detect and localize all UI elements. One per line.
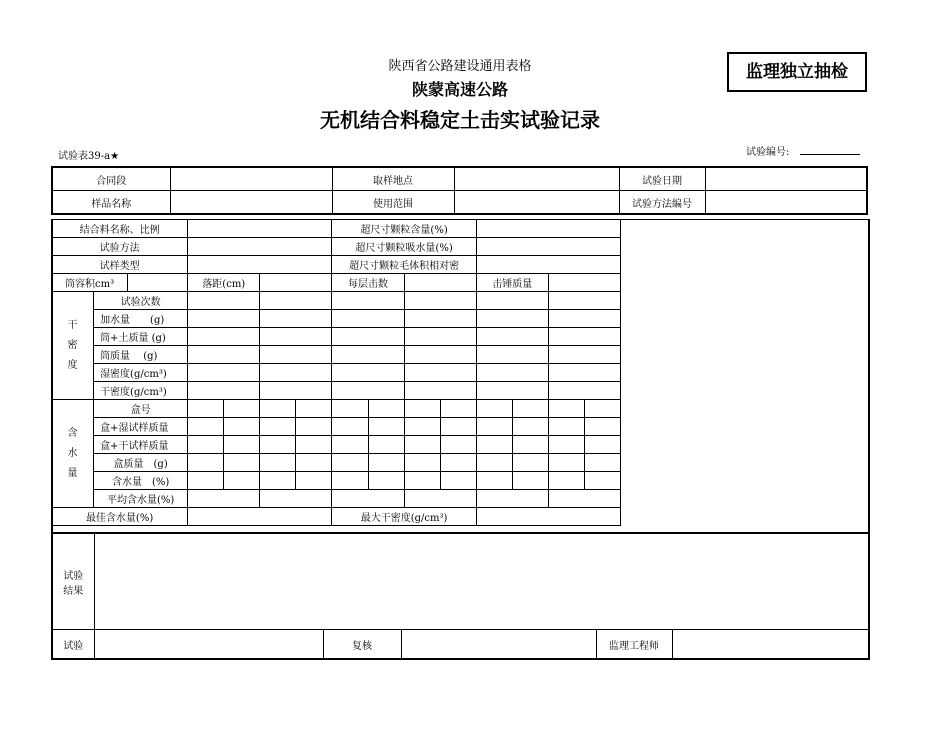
reviewer-field[interactable] (401, 630, 596, 660)
test-method-field[interactable] (188, 238, 332, 256)
table-row (52, 454, 621, 472)
table-row (52, 364, 621, 382)
max-dry-density-field[interactable] (476, 508, 620, 526)
wet-density-label: 湿密度(g/cm³) (94, 364, 188, 382)
tester-label: 试验 (52, 630, 94, 660)
cylinder-mass-label: 筒质量 (g) (94, 346, 188, 364)
usage-scope-field[interactable] (454, 191, 619, 215)
drop-height-field[interactable] (260, 274, 332, 292)
optimum-moisture-label: 最佳含水量(%) (52, 508, 188, 526)
table-row (52, 274, 621, 292)
table-row (52, 508, 621, 526)
table-row (52, 382, 621, 400)
experiment-number-field[interactable] (800, 154, 860, 155)
dry-density-group-label: 干 密 度 (52, 292, 94, 400)
result-table (51, 532, 870, 660)
sampling-location-label: 取样地点 (332, 167, 454, 191)
test-result-label: 试验 结果 (52, 533, 94, 630)
oversize-content-label: 超尺寸颗粒含量(%) (332, 220, 476, 238)
table-row (52, 630, 869, 660)
experiment-number-label: 试验编号: (746, 147, 790, 158)
cylinder-soil-mass-label: 筒+土质量 (g) (94, 328, 188, 346)
table-row (52, 167, 867, 191)
optimum-moisture-field[interactable] (188, 508, 332, 526)
reviewer-label: 复核 (323, 630, 401, 660)
table-row (52, 490, 621, 508)
test-date-label: 试验日期 (619, 167, 705, 191)
table-row (52, 310, 621, 328)
table-row (52, 256, 621, 274)
cylinder-volume-label: 筒容积cm³ (52, 274, 128, 292)
table-row (52, 436, 621, 454)
average-moisture-label: 平均含水量(%) (94, 490, 188, 508)
supervision-stamp: 监理独立抽检 (727, 52, 867, 92)
blows-per-layer-field[interactable] (404, 274, 476, 292)
table-row (52, 400, 621, 418)
form-series-title: 陕西省公路建设通用表格 (388, 59, 532, 74)
binder-name-label: 结合料名称、比例 (52, 220, 188, 238)
dry-density-label: 干密度(g/cm³) (94, 382, 188, 400)
moisture-group-label: 含 水 量 (52, 400, 94, 508)
contract-section-field[interactable] (170, 167, 332, 191)
sampling-location-field[interactable] (454, 167, 619, 191)
sample-type-field[interactable] (188, 256, 332, 274)
cylinder-volume-field[interactable] (128, 274, 188, 292)
tester-field[interactable] (94, 630, 323, 660)
max-dry-density-label: 最大干密度(g/cm³) (332, 508, 476, 526)
project-name: 陕蒙高速公路 (411, 80, 508, 99)
sample-name-field[interactable] (170, 191, 332, 215)
moisture-content-label: 含水量 (%) (94, 472, 188, 490)
table-row (52, 191, 867, 215)
table-row (52, 220, 621, 238)
hammer-mass-field[interactable] (548, 274, 620, 292)
sample-name-label: 样品名称 (52, 191, 170, 215)
test-count-label: 试验次数 (94, 292, 188, 310)
test-date-field[interactable] (705, 167, 867, 191)
page-title: 无机结合料稳定土击实试验记录 (320, 108, 600, 132)
test-method-label: 试验方法 (52, 238, 188, 256)
box-number-label: 盒号 (94, 400, 188, 418)
info-table (51, 166, 868, 215)
oversize-density-field[interactable] (476, 256, 620, 274)
box-mass-label: 盒质量 (g) (94, 454, 188, 472)
test-method-code-label: 试验方法编号 (619, 191, 705, 215)
oversize-absorption-label: 超尺寸颗粒吸水量(%) (332, 238, 476, 256)
oversize-density-label: 超尺寸颗粒毛体积相对密 (332, 256, 476, 274)
supervisor-label: 监理工程师 (596, 630, 672, 660)
table-row (52, 346, 621, 364)
oversize-content-field[interactable] (476, 220, 620, 238)
table-row (52, 472, 621, 490)
box-dry-sample-label: 盒+干试样质量 (94, 436, 188, 454)
contract-section-label: 合同段 (52, 167, 170, 191)
supervisor-field[interactable] (672, 630, 869, 660)
drop-height-label: 落距(cm) (188, 274, 260, 292)
usage-scope-label: 使用范围 (332, 191, 454, 215)
table-row (52, 292, 621, 310)
water-added-label: 加水量 (g) (94, 310, 188, 328)
box-wet-sample-label: 盒+湿试样质量 (94, 418, 188, 436)
test-method-code-field[interactable] (705, 191, 867, 215)
sample-type-label: 试样类型 (52, 256, 188, 274)
test-result-field[interactable] (94, 533, 869, 630)
table-row (52, 533, 869, 630)
hammer-mass-label: 击锤质量 (476, 274, 548, 292)
table-row (52, 238, 621, 256)
form-code: 试验表39-a★ (58, 151, 120, 162)
table-row (52, 418, 621, 436)
oversize-absorption-field[interactable] (476, 238, 620, 256)
table-row (52, 328, 621, 346)
blows-per-layer-label: 每层击数 (332, 274, 404, 292)
binder-name-field[interactable] (188, 220, 332, 238)
compaction-table (51, 219, 621, 526)
